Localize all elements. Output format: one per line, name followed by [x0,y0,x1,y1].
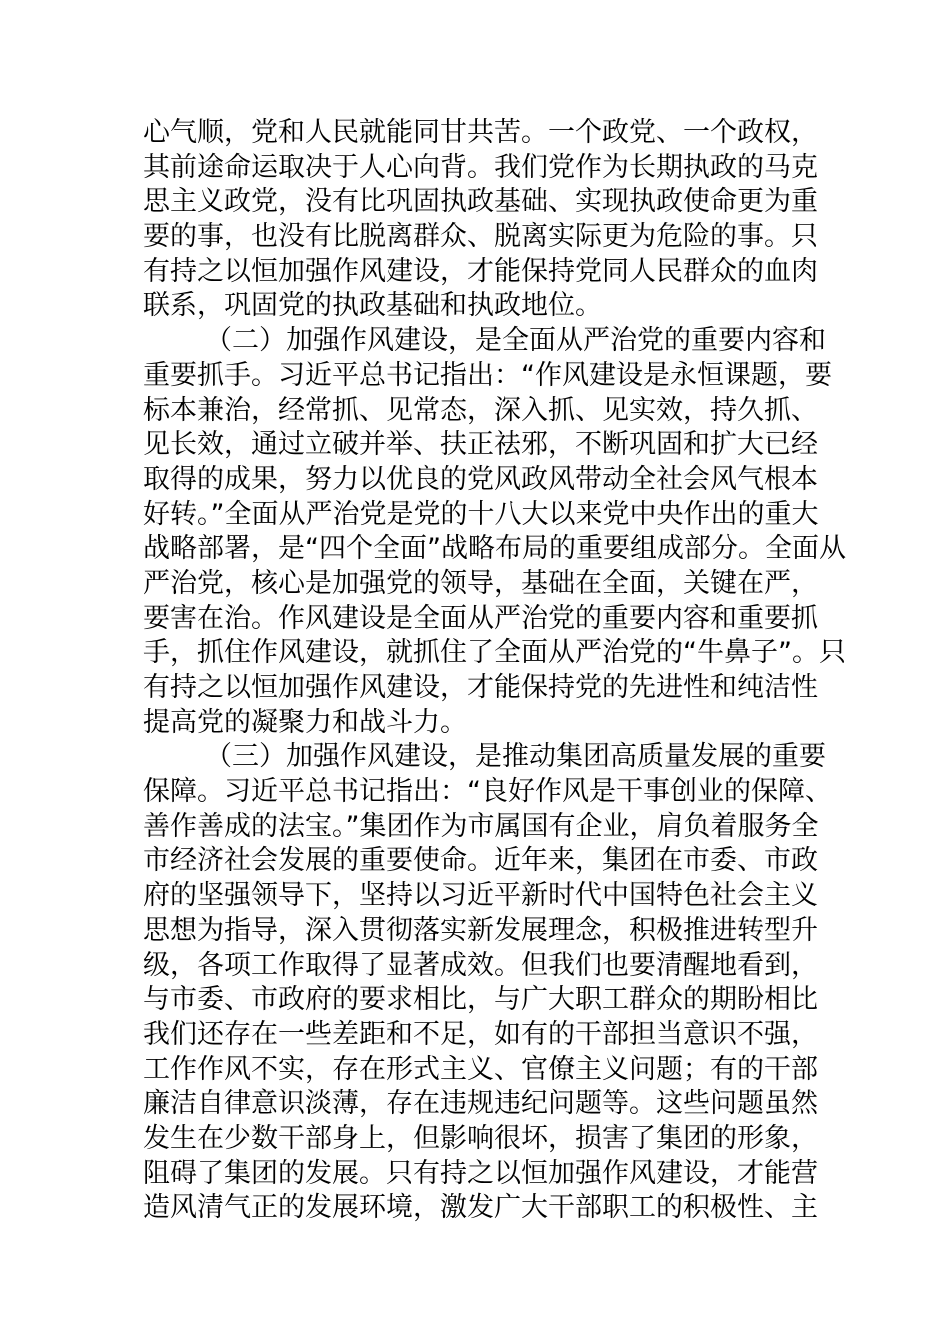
text-line: 保障。习近平总书记指出：“良好作风是干事创业的保障、 [143,776,832,808]
text-line: 要害在治。作风建设是全面从严治党的重要内容和重要抓 [143,602,818,634]
document-body [143,116,846,1226]
text-line: 有持之以恒加强作风建设，才能保持党同人民群众的血肉 [143,255,818,287]
text-line: 阻碍了集团的发展。只有持之以恒加强作风建设，才能营 [143,1157,818,1189]
text-line: 取得的成果，努力以优良的党风政风带动全社会风气根本 [143,463,818,495]
text-line: 思主义政党，没有比巩固执政基础、实现执政使命更为重 [143,186,818,218]
text-line: 战略部署，是“四个全面”战略布局的重要组成部分。全面从 [143,533,846,565]
text-line: 严治党，核心是加强党的领导，基础在全面，关键在严， [143,567,818,599]
text-line: 有持之以恒加强作风建设，才能保持党的先进性和纯洁性 [143,672,818,703]
text-line: 提高党的凝聚力和战斗力。 [143,706,467,738]
text-line: 重要抓手。习近平总书记指出：“作风建设是永恒课题，要 [143,359,832,391]
text-line: 见长效，通过立破并举、扶正祛邪，不断巩固和扩大已经 [143,429,818,461]
text-line: 联系，巩固党的执政基础和执政地位。 [143,290,602,322]
text-line: 心气顺，党和人民就能同甘共苦。一个政党、一个政权， [143,117,818,148]
text-line: 造风清气正的发展环境，激发广大干部职工的积极性、主 [143,1192,818,1224]
text-line: 工作作风不实，存在形式主义、官僚主义问题；有的干部 [143,1053,818,1085]
text-line: （二）加强作风建设，是全面从严治党的重要内容和 [205,325,826,357]
text-line: 我们还存在一些差距和不足，如有的干部担当意识不强， [143,1018,818,1050]
text-line: 好转。”全面从严治党是党的十八大以来党中央作出的重大 [143,498,819,530]
text-line: 市经济社会发展的重要使命。近年来，集团在市委、市政 [143,845,818,877]
text-line: 廉洁自律意识淡薄，存在违规违纪问题等。这些问题虽然 [143,1088,818,1120]
text-line: 思想为指导，深入贯彻落实新发展理念，积极推进转型升 [143,914,818,946]
text-line: 其前途命运取决于人心向背。我们党作为长期执政的马克 [143,151,818,183]
text-line: 手，抓住作风建设，就抓住了全面从严治党的“牛鼻子”。只 [143,637,846,669]
text-line: 级，各项工作取得了显著成效。但我们也要清醒地看到， [143,949,818,981]
text-line: 与市委、市政府的要求相比，与广大职工群众的期盼相比 [143,984,818,1016]
text-line: 要的事，也没有比脱离群众、脱离实际更为危险的事。只 [143,221,818,253]
text-line: （三）加强作风建设，是推动集团高质量发展的重要 [205,741,826,773]
text-line: 发生在少数干部身上，但影响很坏，损害了集团的形象， [143,1122,818,1154]
text-line: 标本兼治，经常抓、见常态，深入抓、见实效，持久抓、 [143,394,818,426]
text-line: 府的坚强领导下，坚持以习近平新时代中国特色社会主义 [143,880,818,912]
text-line: 善作善成的法宝。”集团作为市属国有企业，肩负着服务全 [143,810,819,842]
